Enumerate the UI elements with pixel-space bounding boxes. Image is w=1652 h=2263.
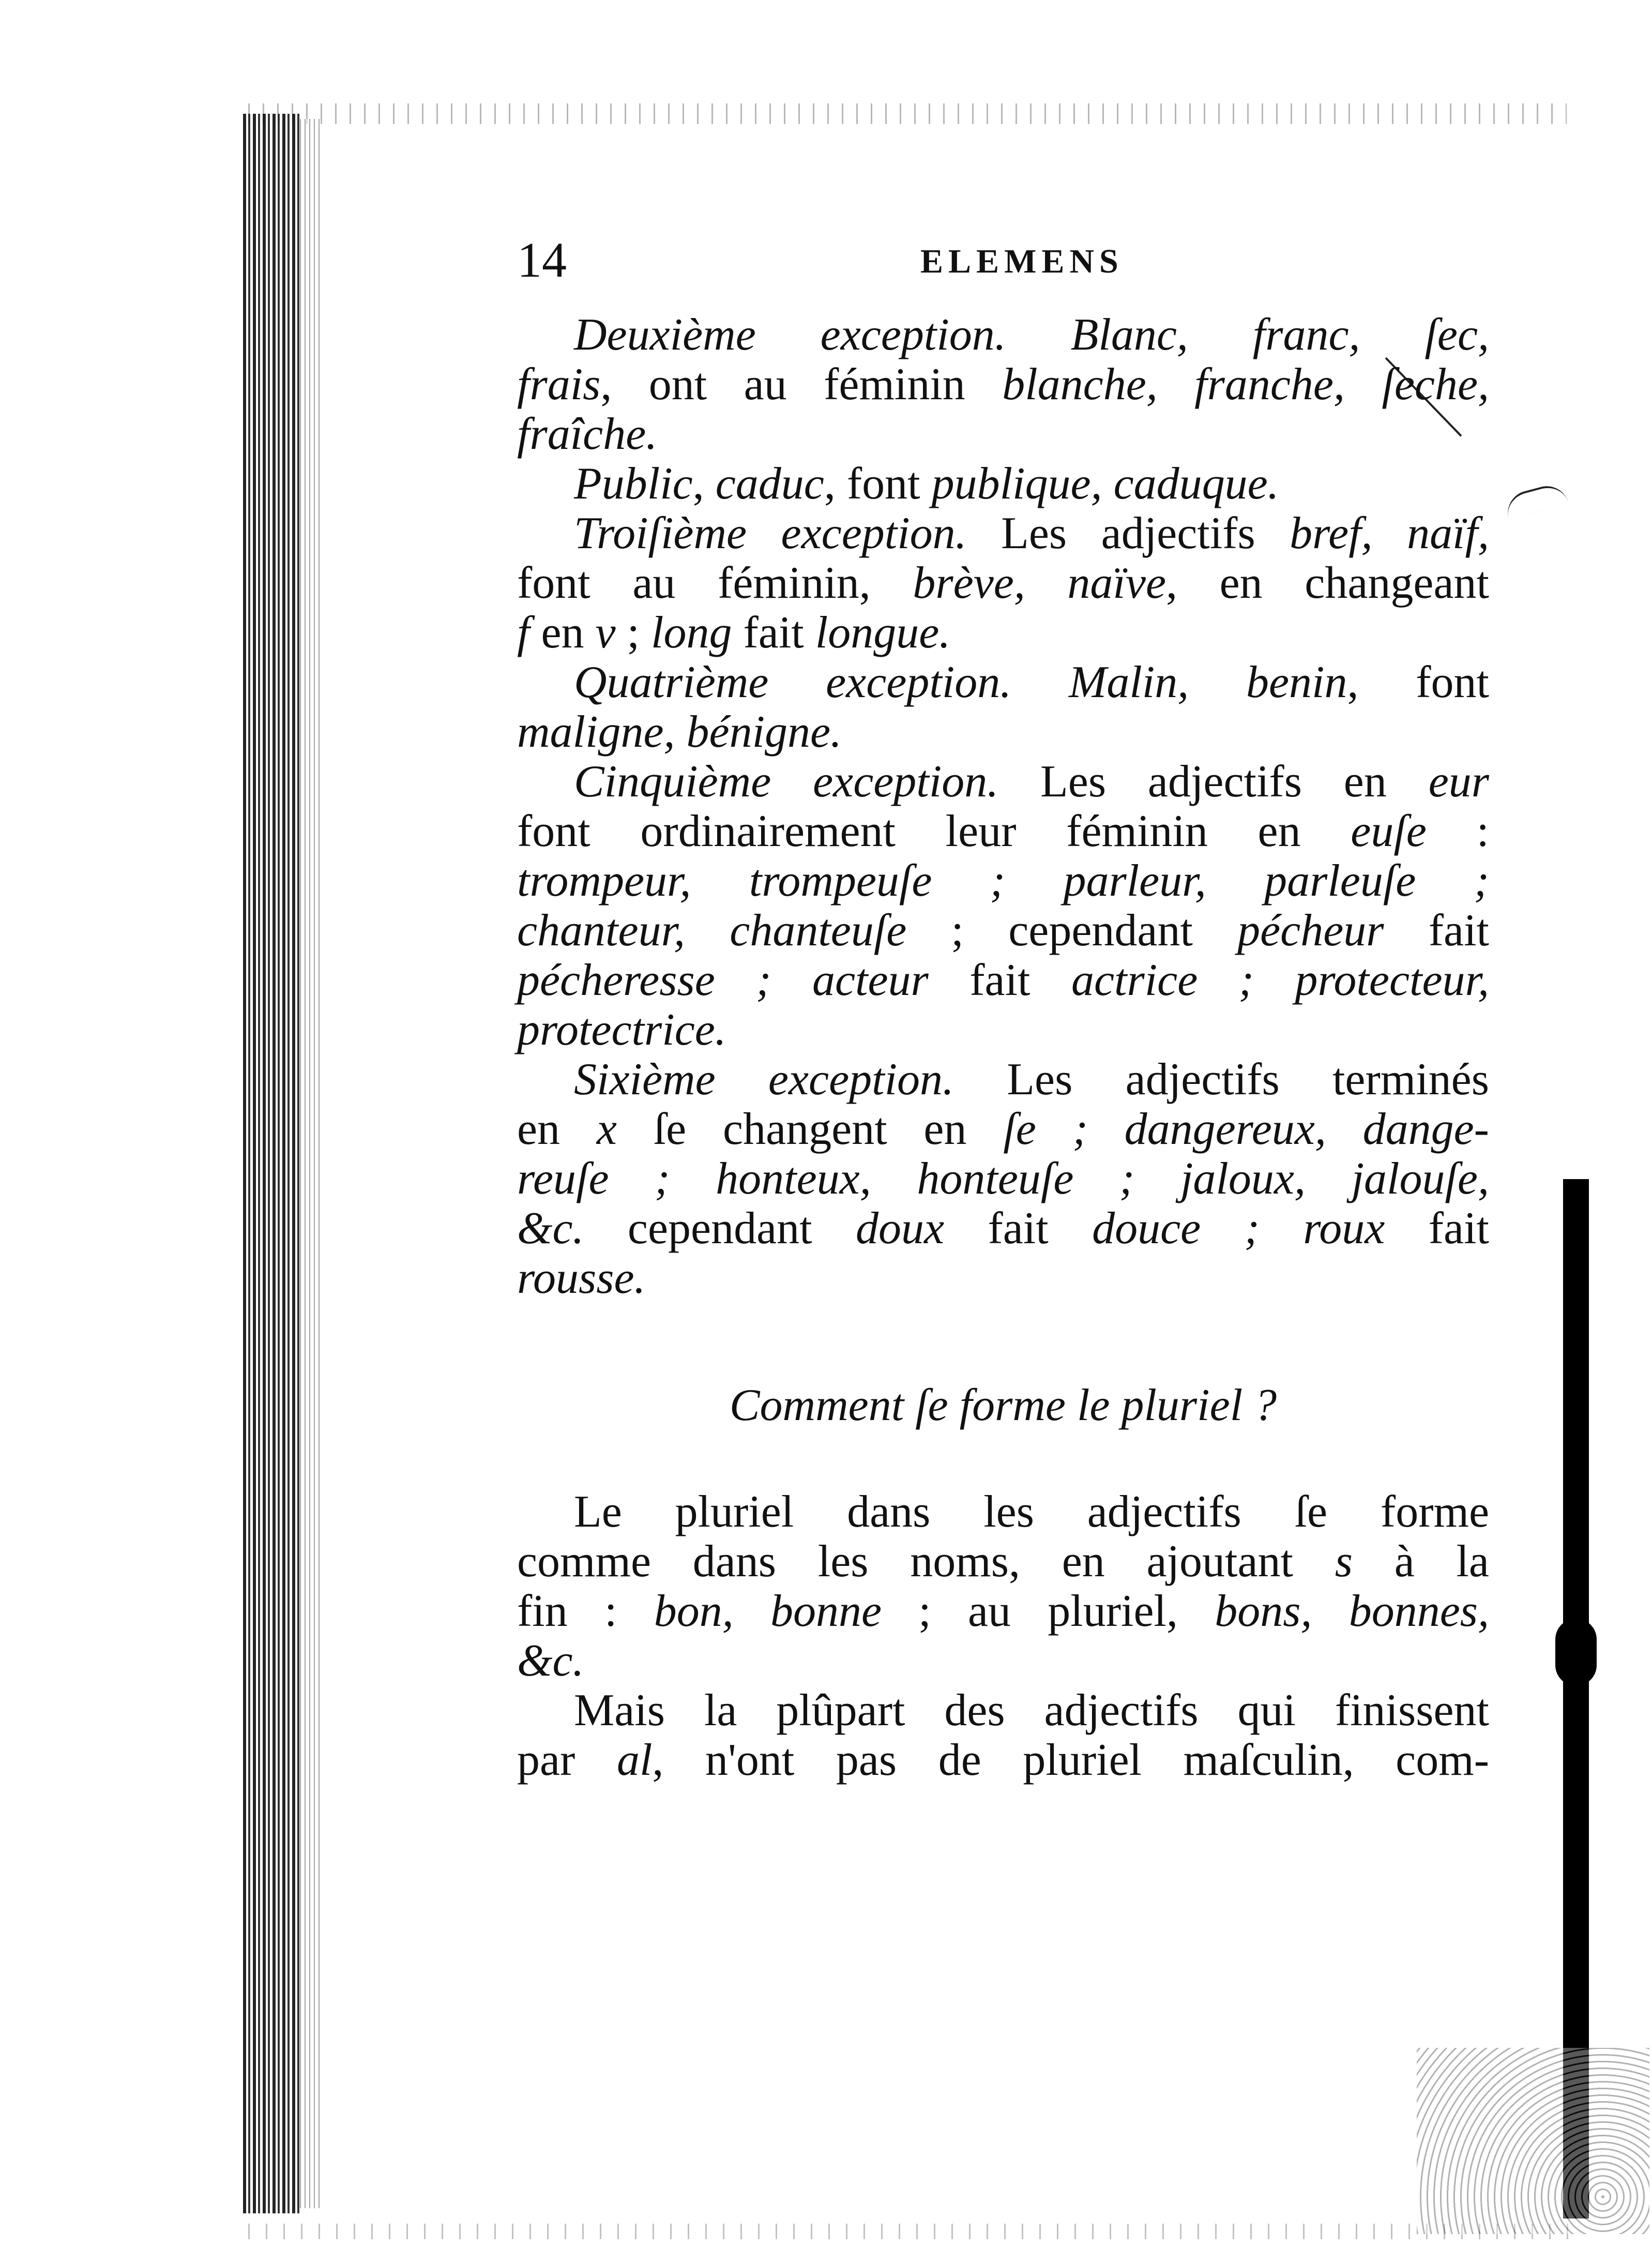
italic-text: eur (1428, 757, 1489, 807)
roman-text: ; cependant (906, 906, 1238, 956)
page-header (517, 232, 1499, 289)
roman-text: fait (928, 955, 1071, 1005)
italic-text: x (596, 1104, 617, 1154)
italic-text: Cinquième exception. (574, 757, 999, 807)
italic-text: bons, bonnes, (1215, 1586, 1490, 1636)
margin-annotation-curl (1503, 481, 1568, 519)
italic-text: long (651, 608, 732, 658)
running-head: ELEMENS (920, 243, 1124, 280)
italic-text: trompeur, trompeuſe ; parleur, parleuſe ; (517, 856, 1489, 906)
italic-text: bref, naïf, (1290, 508, 1489, 559)
roman-text: , n'ont pas de pluriel maſculin, com- (652, 1735, 1489, 1785)
section-gap (517, 1303, 1489, 1381)
roman-text: comme dans les noms, en ajoutant (517, 1536, 1335, 1587)
italic-text: frais (517, 359, 601, 410)
italic-text: caduc (715, 459, 824, 509)
roman-text: , (692, 459, 716, 509)
text-line (517, 707, 1489, 757)
roman-text: ſe changent en (616, 1104, 1004, 1154)
italic-text: fraîche. (517, 409, 658, 459)
italic-text: brève, naïve (913, 558, 1166, 608)
italic-text: f (517, 608, 530, 658)
italic-text: bon, bonne (654, 1586, 882, 1636)
text-line (517, 1487, 1489, 1537)
roman-text: , font (1347, 657, 1489, 707)
italic-text: Troiſième exception. (574, 508, 967, 559)
roman-text: Les adjectifs (966, 508, 1290, 559)
text-line (517, 1537, 1489, 1587)
roman-text: , font (824, 459, 932, 509)
roman-text: font ordinairement leur féminin en (517, 806, 1351, 856)
text-line (517, 1204, 1489, 1254)
italic-text: pécheresse ; acteur (517, 955, 929, 1005)
roman-text: en (529, 608, 596, 658)
page-body (517, 310, 1489, 1785)
text-line (517, 608, 1489, 658)
binding-gutter (243, 114, 300, 2213)
italic-text: publique, caduque. (931, 459, 1279, 509)
roman-text: cependant (584, 1203, 856, 1254)
scan-noise-bottom (248, 2224, 1572, 2239)
italic-text: douce ; roux (1092, 1203, 1385, 1254)
text-line (517, 1055, 1489, 1105)
roman-text (1011, 657, 1069, 707)
roman-text: Les adjectifs en (998, 757, 1429, 807)
text-line (517, 509, 1489, 559)
roman-text: font au féminin, (517, 558, 913, 608)
italic-text: doux (855, 1203, 945, 1254)
text-line (517, 658, 1489, 707)
text-line (517, 559, 1489, 608)
italic-text: Sixième exception. (574, 1054, 954, 1105)
roman-text: fait (944, 1203, 1093, 1254)
italic-text: blanche, franche, ſeche, (1002, 359, 1489, 410)
italic-text: &c. (517, 1636, 584, 1686)
roman-text: fin : (517, 1586, 654, 1636)
subheading: Comment ſe forme le pluriel ? (729, 1380, 1277, 1430)
text-line (517, 410, 1489, 459)
text-line (517, 856, 1489, 906)
text-line (517, 310, 1489, 360)
scan-corner-speckle (1417, 2048, 1649, 2234)
roman-text: fait (1384, 906, 1489, 956)
text-line (517, 956, 1489, 1005)
italic-text: reuſe ; honteux, honteuſe ; jaloux, jalouſe, (517, 1154, 1489, 1204)
text-line (517, 1005, 1489, 1055)
italic-text: v (595, 608, 616, 658)
text-line (517, 1154, 1489, 1204)
roman-text: , ont au féminin (600, 359, 1003, 410)
text-section-plural (517, 1487, 1489, 1785)
italic-text: actrice ; protecteur, (1071, 955, 1489, 1005)
roman-text: en (517, 1104, 597, 1154)
italic-text: Malin, benin (1069, 657, 1347, 707)
roman-text: , en changeant (1166, 558, 1489, 608)
text-line (517, 1587, 1489, 1636)
roman-text: Le pluriel dans les adjectifs ſe forme (574, 1487, 1489, 1537)
text-line (517, 1736, 1489, 1785)
scan-edge-bulge (1555, 1619, 1597, 1686)
roman-text: : (1426, 806, 1489, 856)
italic-text: maligne, bénigne. (517, 707, 842, 757)
italic-text: Deuxième exception. (574, 310, 1006, 360)
roman-text: par (517, 1735, 617, 1785)
roman-text: ; (615, 608, 651, 658)
text-line (517, 807, 1489, 856)
text-line (517, 1686, 1489, 1736)
roman-text: ; au pluriel, (882, 1586, 1215, 1636)
italic-text: longue. (815, 608, 951, 658)
italic-text: chanteur, chanteuſe (517, 906, 907, 956)
italic-text: pécheur (1237, 906, 1384, 956)
roman-text: Les adjectifs terminés (954, 1054, 1489, 1105)
text-line (517, 459, 1489, 509)
italic-text: euſe (1351, 806, 1427, 856)
roman-text: fait (1385, 1203, 1489, 1254)
scan-noise-top (248, 103, 1567, 124)
roman-text: fait (732, 608, 815, 658)
page-number: 14 (517, 232, 567, 288)
text-section-exceptions (517, 310, 1489, 1303)
italic-text: Quatrième exception. (574, 657, 1012, 707)
text-line (517, 360, 1489, 410)
subheading-gap (517, 1430, 1489, 1487)
italic-text: rousse. (517, 1253, 646, 1303)
italic-text: Blanc, franc, ſec, (1070, 310, 1489, 360)
italic-text: &c. (517, 1203, 584, 1254)
italic-text: protectrice. (517, 1005, 726, 1055)
roman-text: Mais la plûpart des adjectifs qui finissent (574, 1685, 1489, 1736)
italic-text: al (616, 1735, 653, 1785)
italic-text: s (1335, 1536, 1353, 1587)
roman-text (1006, 310, 1071, 360)
text-line (517, 1105, 1489, 1154)
text-line (517, 906, 1489, 956)
text-line (517, 1636, 1489, 1686)
roman-text: à la (1352, 1536, 1489, 1587)
text-line (517, 1254, 1489, 1303)
text-line (517, 757, 1489, 807)
binding-gutter-fringe (300, 119, 321, 2208)
italic-text: Public (574, 459, 693, 509)
italic-text: ſe ; dangereux, dange- (1003, 1104, 1489, 1154)
